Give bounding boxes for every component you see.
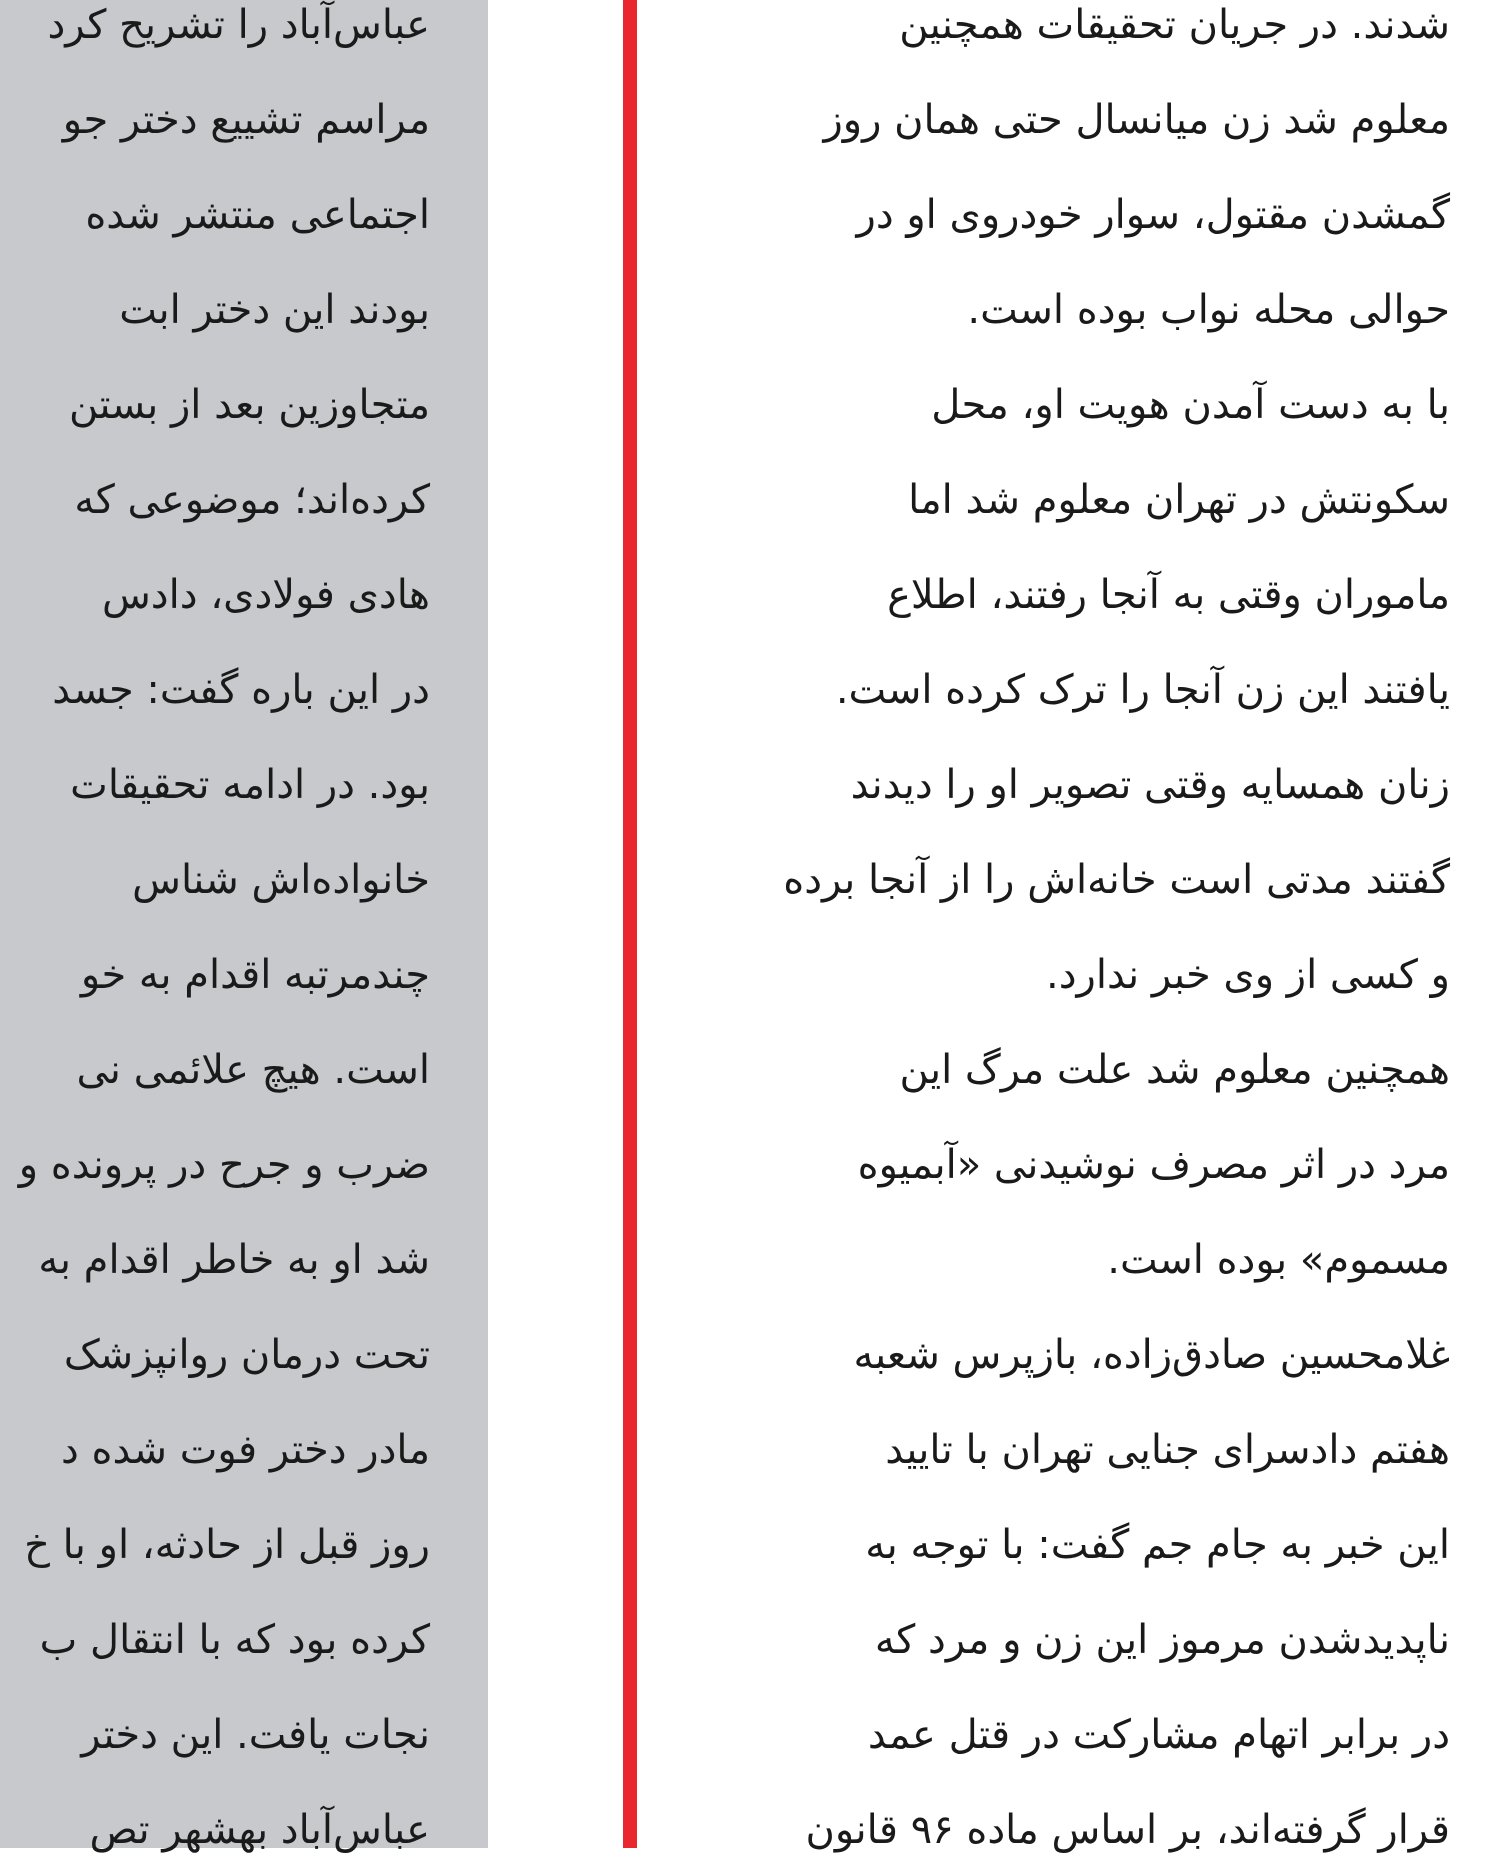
text-line: مادر دختر فوت شده د [60, 1427, 430, 1473]
text-line: در این باره گفت: جسد [52, 667, 430, 713]
text-line: گفتند مدتی است خانه‌اش را از آنجا برده [783, 857, 1450, 903]
text-line: ماموران وقتی به آنجا رفتند، اطلاع [887, 572, 1450, 618]
text-line: بود. در ادامه تحقیقات [70, 762, 430, 808]
text-line: ضرب و جرح در پرونده و [18, 1142, 430, 1188]
text-line: شد او به خاطر اقدام به [38, 1237, 430, 1283]
text-line: شدند. در جریان تحقیقات همچنین [899, 2, 1450, 48]
text-line: حوالی محله نواب بوده است. [967, 287, 1450, 333]
text-line: قرار گرفته‌اند، بر اساس ماده ۹۶ قانون [805, 1807, 1450, 1853]
text-line: کرده بود که با انتقال ب [39, 1617, 430, 1663]
text-line: تحت درمان روانپزشک [63, 1332, 430, 1378]
text-line: هفتم دادسرای جنایی تهران با تایید [885, 1427, 1450, 1473]
text-line: همچنین معلوم شد علت مرگ این [899, 1047, 1450, 1093]
text-line: مراسم تشییع دختر جو [62, 97, 430, 143]
text-line: این خبر به جام جم گفت: با توجه به [865, 1522, 1450, 1568]
text-line: عباس‌آباد بهشهر تص [89, 1807, 430, 1853]
text-line: مسموم» بوده است. [1107, 1237, 1450, 1283]
text-line: غلامحسین صادق‌زاده، بازپرس شعبه [853, 1332, 1450, 1378]
sidebar-news-column [0, 0, 488, 1853]
text-line: چندمرتبه اقدام به خو [80, 952, 430, 998]
column-divider [623, 0, 637, 1848]
text-line: نجات یافت. این دختر [81, 1712, 430, 1758]
text-line: و کسی از وی خبر ندارد. [1046, 952, 1450, 998]
text-line: است. هیچ علائمی نی [76, 1047, 430, 1093]
text-line: اجتماعی منتشر شده [85, 192, 430, 238]
text-line: سکونتش در تهران معلوم شد اما [908, 477, 1450, 523]
text-line: روز قبل از حادثه، او با خ [24, 1522, 430, 1568]
text-line: عباس‌آباد را تشریح کرد [47, 2, 430, 48]
text-line: کرده‌اند؛ موضوعی که [74, 477, 430, 523]
text-line: در برابر اتهام مشارکت در قتل عمد [867, 1712, 1450, 1758]
text-line: بودند این دختر ابت [119, 287, 430, 333]
text-line: خانواده‌اش شناس [132, 857, 430, 903]
text-line: گمشدن مقتول، سوار خودروی او در [856, 192, 1450, 238]
text-line: متجاوزین بعد از بستن [68, 382, 430, 428]
text-line: هادی فولادی، دادس [101, 572, 430, 618]
text-line: یافتند این زن آنجا را ترک کرده است. [835, 667, 1450, 713]
text-line: مرد در اثر مصرف نوشیدنی «آبمیوه [857, 1142, 1450, 1188]
text-line: زنان همسایه وقتی تصویر او را دیدند [850, 762, 1450, 808]
text-line: ناپدیدشدن مرموز این زن و مرد که [874, 1617, 1450, 1663]
text-line: با به دست آمدن هویت او، محل [931, 382, 1450, 428]
text-line: معلوم شد زن میانسال حتی همان روز [823, 97, 1450, 143]
